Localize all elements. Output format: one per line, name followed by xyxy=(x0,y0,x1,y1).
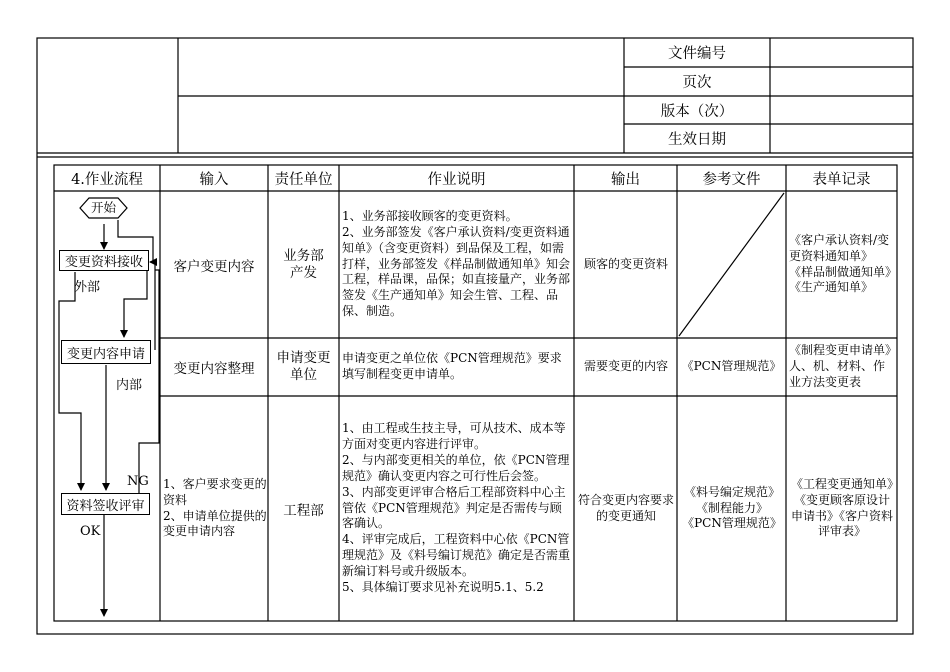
col-header-input: 输入 xyxy=(199,171,229,188)
row2-input: 变更内容整理 xyxy=(173,361,255,377)
col-header-output: 输出 xyxy=(611,171,640,188)
row3-output: 符合变更内容要求的变更通知 xyxy=(577,492,674,523)
col-header-flow: 4.作业流程 xyxy=(71,171,143,188)
row2-ref: 《PCN管理规范》 xyxy=(681,359,782,374)
flow-step-receive: 变更资料接收 xyxy=(59,250,149,271)
flow-label-external: 外部 xyxy=(74,280,101,295)
row3-unit: 工程部 xyxy=(283,502,324,519)
row2-forms: 《制程变更申请单》人、机、材料、作业方法变更表 xyxy=(789,343,892,389)
row2-desc: 申请变更之单位依《PCN管理规范》要求填写制程变更申请单。 xyxy=(342,351,562,381)
row1-output: 顾客的变更资料 xyxy=(583,256,668,271)
row1-unit: 业务部 产发 xyxy=(283,247,324,281)
flow-label-internal: 内部 xyxy=(116,378,143,393)
col-header-ref: 参考文件 xyxy=(702,171,761,188)
flow-step-request: 变更内容申请 xyxy=(61,340,151,364)
row3-input: 1、客户要求变更的资料 2、申请单位提供的变更申请内容 xyxy=(163,476,267,539)
row1-desc: 1、业务部接收顾客的变更资料。 2、业务部签发《客户承认资料/变更资料通知单》（含变更资料）到品保及工程，如需打样，业务部签发《样品制做通知单》知会工程，样品课，品保；如直接量产，业务部签发《生产通知单》知会生管、工程、品保、制造。 xyxy=(342,209,571,319)
page-label: 页次 xyxy=(682,75,712,91)
row1-input: 客户变更内容 xyxy=(173,258,255,275)
col-header-desc: 作业说明 xyxy=(427,171,486,188)
flow-start: 开始 xyxy=(90,200,116,215)
flow-label-ng: NG xyxy=(127,474,149,489)
row3-forms: 《工程变更通知单》《变更顾客原设计申请书》《客户资料评审表》 xyxy=(790,476,893,539)
flow-label-ok: OK xyxy=(80,524,101,539)
row2-output: 需要变更的内容 xyxy=(583,359,668,374)
row3-desc: 1、由工程或生技主导，可从技术、成本等方面对变更内容进行评审。 2、与内部变更相关的单位，依《PCN管理规范》确认变更内容之可行性后会签。 3、内部变更评审合格后工程部资料中心主管依《PCN管理规范》判定是否需传与顾客确认。 4、评审完成后，工程资料中心依《PCN管理规范》及《料号编订规范》确定是否需重新编订料号或升级版本。 5、具体编订要求见补充说明5.1、5.2 xyxy=(342,421,571,594)
version-label: 版本（次） xyxy=(660,103,734,120)
col-header-forms: 表单记录 xyxy=(812,171,871,188)
doc-number-label: 文件编号 xyxy=(668,46,726,62)
row3-ref: 《料号编定规范》《制程能力》《PCN管理规范》 xyxy=(682,484,782,531)
row1-forms: 《客户承认资料/变更资料通知单》 《样品制做通知单》《生产通知单》 xyxy=(789,232,892,295)
col-header-unit: 责任单位 xyxy=(274,171,333,188)
row2-unit: 申请变更 单位 xyxy=(276,350,331,383)
effective-date-label: 生效日期 xyxy=(668,132,726,148)
flow-step-review: 资料签收评审 xyxy=(61,493,150,515)
